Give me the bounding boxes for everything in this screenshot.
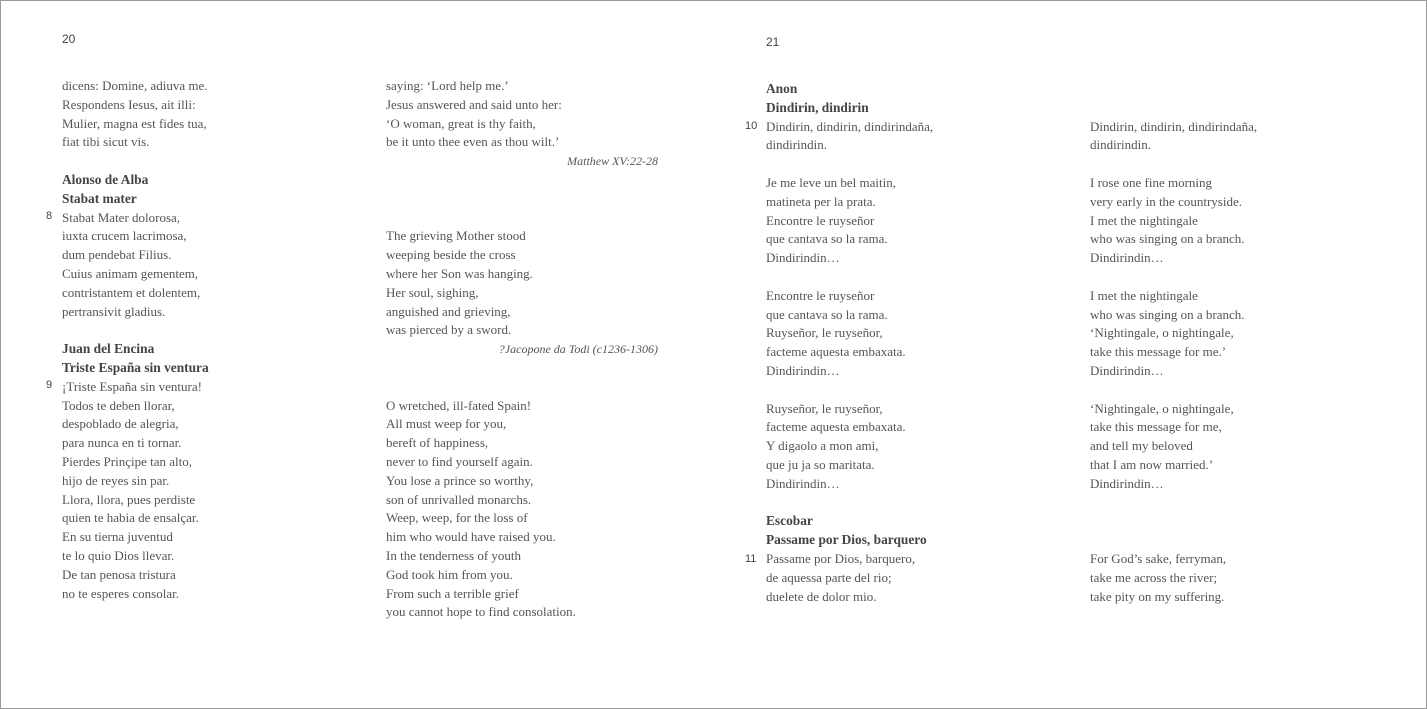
text-line: and tell my beloved: [1090, 438, 1193, 454]
text-line: Dindirindin…: [766, 475, 840, 491]
text-line: ‘Nightingale, o nightingale,: [1090, 400, 1234, 416]
english-block-3: [386, 397, 658, 623]
latin-block-1: [62, 77, 362, 152]
verse-block: [1090, 400, 1390, 494]
text-line: who was singing on a branch.: [1090, 306, 1245, 322]
spanish-block-3: [62, 378, 362, 604]
left-original-column: [62, 77, 362, 603]
text-line: take me across the river;: [1090, 569, 1218, 585]
text-line: Todos te deben llorar,: [62, 397, 175, 413]
text-line: de aquessa parte del rio;: [766, 569, 892, 585]
text-line: Weep, weep, for the loss of: [386, 510, 528, 526]
text-line: Mulier, magna est fides tua,: [62, 115, 207, 131]
verse-block: [766, 550, 1066, 606]
text-line: ‘O woman, great is thy faith,: [386, 115, 536, 131]
text-line: Stabat Mater dolorosa,: [62, 209, 181, 225]
text-line: I rose one fine morning: [1090, 174, 1213, 190]
verse-block: [1090, 287, 1390, 381]
text-line: O wretched, ill-fated Spain!: [386, 397, 532, 413]
text-line: pertransivit gladius.: [62, 303, 166, 319]
text-line: Llora, llora, pues perdiste: [62, 491, 196, 507]
text-line: was pierced by a sword.: [386, 322, 512, 338]
text-line: saying: ‘Lord help me.’: [386, 78, 509, 93]
text-line: Dindirindin…: [1090, 250, 1164, 266]
work-title: Triste España sin ventura: [62, 359, 209, 375]
text-line: duelete de dolor mio.: [766, 588, 877, 604]
text-line: no te esperes consolar.: [62, 585, 179, 601]
text-line: be it unto thee even as thou wilt.’: [386, 134, 560, 150]
text-line: take pity on my suffering.: [1090, 588, 1225, 604]
text-line: te lo quio Dios llevar.: [62, 547, 175, 563]
text-line: hijo de reyes sin par.: [62, 472, 170, 488]
text-line: facteme aquesta embaxata.: [766, 419, 906, 435]
page-number-right: 21: [766, 35, 780, 49]
english-block-2: [386, 227, 658, 340]
text-line: quien te habia de ensalçar.: [62, 510, 199, 526]
text-line: bereft of happiness,: [386, 435, 489, 451]
latin-block-2: [62, 209, 362, 322]
text-line: Dindirin, dindirin, dindirindaña,: [1090, 118, 1258, 134]
text-line: contristantem et dolentem,: [62, 284, 201, 300]
text-line: Dindirindin…: [1090, 362, 1164, 378]
text-line: matineta per la prata.: [766, 193, 876, 209]
text-line: que cantava so la rama.: [766, 231, 888, 247]
track-number-9: 9: [46, 379, 53, 391]
text-line: ¡Triste España sin ventura!: [62, 378, 202, 394]
text-line: fiat tibi sicut vis.: [62, 134, 150, 150]
verse-block: [1090, 118, 1390, 156]
composer-heading: Juan del Encina: [62, 341, 155, 357]
english-block-1: [386, 77, 658, 152]
text-line: who was singing on a branch.: [1090, 231, 1245, 247]
composer-heading: Escobar: [766, 513, 813, 529]
text-line: Jesus answered and said unto her:: [386, 96, 562, 112]
verse-block: [766, 400, 1066, 494]
track-number-10: 10: [745, 120, 758, 132]
text-line: Pierdes Prinçipe tan alto,: [62, 453, 192, 469]
text-line: All must weep for you,: [386, 416, 507, 432]
text-line: take this message for me,: [1090, 419, 1222, 435]
text-line: Dindirin, dindirin, dindirindaña,: [766, 118, 934, 134]
text-line: For God’s sake, ferryman,: [1090, 550, 1227, 566]
text-line: never to find yourself again.: [386, 453, 533, 469]
text-line: Ruyseñor, le ruyseñor,: [766, 400, 883, 416]
verse-block: [1090, 550, 1390, 606]
verse-block: [1090, 174, 1390, 268]
text-line: que cantava so la rama.: [766, 306, 888, 322]
text-line: Y digaolo a mon ami,: [766, 438, 879, 454]
text-line: that I am now married.’: [1090, 456, 1214, 472]
text-line: anguished and grieving,: [386, 303, 511, 319]
text-line: ‘Nightingale, o nightingale,: [1090, 325, 1234, 341]
text-line: Her soul, sighing,: [386, 284, 479, 300]
text-line: Encontre le ruyseñor: [766, 212, 875, 228]
text-line: From such a terrible grief: [386, 585, 519, 601]
text-line: iuxta crucem lacrimosa,: [62, 228, 187, 244]
right-original-column: [766, 80, 1066, 606]
text-line: I met the nightingale: [1090, 212, 1198, 228]
right-translation-column: [1090, 80, 1390, 606]
text-line: God took him from you.: [386, 566, 513, 582]
track-number-11: 11: [745, 553, 757, 565]
text-line: weeping beside the cross: [386, 247, 516, 263]
text-line: De tan penosa tristura: [62, 566, 176, 582]
verse-block: [766, 174, 1066, 268]
composer-heading: Alonso de Alba: [62, 171, 149, 187]
text-line: son of unrivalled monarchs.: [386, 491, 532, 507]
text-line: The grieving Mother stood: [386, 228, 526, 244]
composer-heading: Anon: [766, 81, 798, 96]
text-line: you cannot hope to find consolation.: [386, 604, 576, 620]
text-line: dum pendebat Filius.: [62, 247, 172, 263]
text-line: que ju ja so maritata.: [766, 456, 875, 472]
text-line: dindirindin.: [766, 137, 828, 153]
work-title: Stabat mater: [62, 190, 137, 206]
track-number-8: 8: [46, 210, 53, 222]
left-translation-column: [386, 77, 658, 622]
text-line: where her Son was hanging.: [386, 265, 533, 281]
source-citation: Matthew XV:22-28: [567, 154, 658, 169]
text-line: In the tenderness of youth: [386, 547, 522, 563]
text-line: Encontre le ruyseñor: [766, 287, 875, 303]
work-title: Passame por Dios, barquero: [766, 532, 927, 548]
work-title: Dindirin, dindirin: [766, 99, 869, 115]
text-line: very early in the countryside.: [1090, 193, 1242, 209]
text-line: You lose a prince so worthy,: [386, 472, 534, 488]
text-line: dicens: Domine, adiuva me.: [62, 78, 208, 93]
text-line: dindirindin.: [1090, 137, 1152, 153]
page-number-left: 20: [62, 32, 76, 46]
verse-block: [766, 287, 1066, 381]
text-line: Passame por Dios, barquero,: [766, 550, 916, 566]
text-line: him who would have raised you.: [386, 529, 556, 545]
text-line: Je me leve un bel maitin,: [766, 174, 896, 190]
text-line: Dindirindin…: [766, 362, 840, 378]
text-line: facteme aquesta embaxata.: [766, 344, 906, 360]
text-line: Dindirindin…: [766, 250, 840, 266]
text-line: despoblado de alegria,: [62, 416, 179, 432]
text-line: Dindirindin…: [1090, 475, 1164, 491]
text-line: take this message for me.’: [1090, 344, 1227, 360]
text-line: Ruyseñor, le ruyseñor,: [766, 325, 883, 341]
text-line: Respondens Iesus, ait illi:: [62, 96, 196, 112]
text-line: Cuius animam gementem,: [62, 265, 199, 281]
verse-block: [766, 118, 1066, 156]
text-line: En su tierna juventud: [62, 529, 173, 545]
source-citation: ?Jacopone da Todi (c1236-1306): [498, 342, 658, 357]
text-line: I met the nightingale: [1090, 287, 1198, 303]
text-line: para nunca en ti tornar.: [62, 435, 182, 451]
